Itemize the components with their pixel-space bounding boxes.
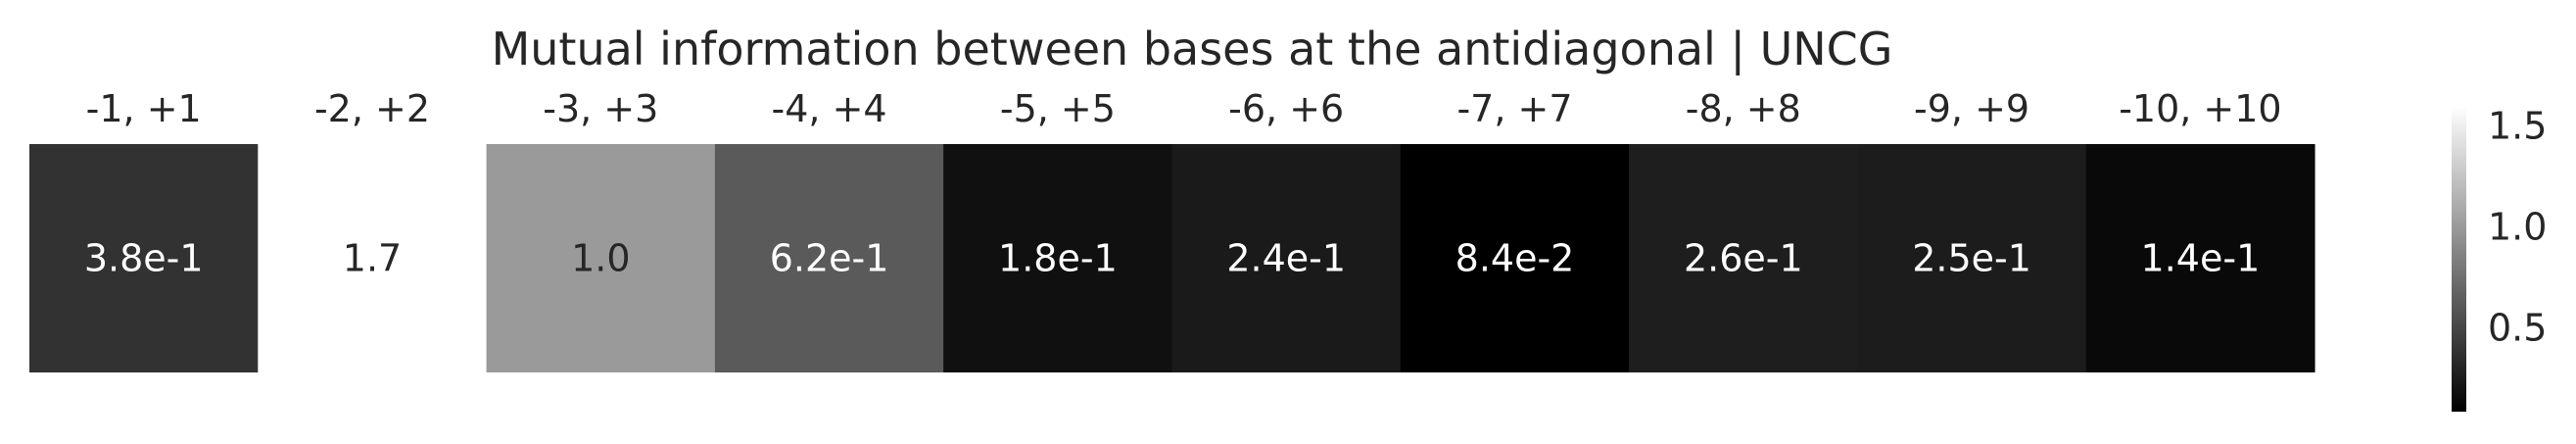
chart-title: Mutual information between bases at the antidiagonal | UNCG: [491, 23, 1893, 75]
colorbar: [2452, 105, 2547, 412]
column-labels: [86, 87, 2282, 130]
column-tick-label: -10, +10: [2119, 87, 2282, 130]
colorbar-tick-label: 1.5: [2488, 104, 2548, 148]
column-tick-label: -8, +8: [1685, 87, 1801, 130]
column-tick-label: -3, +3: [543, 87, 659, 130]
cell-value-label: 1.0: [571, 236, 631, 280]
cell-value-label: 2.4e-1: [1226, 236, 1347, 280]
column-tick-label: -1, +1: [85, 87, 202, 130]
column-tick-label: -5, +5: [999, 87, 1116, 130]
cell-value-label: 6.2e-1: [769, 236, 889, 280]
column-tick-label: -2, +2: [313, 87, 431, 130]
heatmap-cells: [29, 144, 2315, 372]
column-tick-label: -9, +9: [1914, 87, 2030, 130]
column-tick-label: -7, +7: [1456, 87, 1573, 130]
cell-value-label: 1.4e-1: [2140, 236, 2261, 280]
colorbar-tick-label: 1.0: [2488, 205, 2548, 249]
colorbar-gradient: [2452, 106, 2466, 412]
cell-value-label: 2.5e-1: [1912, 236, 2031, 280]
cell-value-label: 1.8e-1: [998, 236, 1118, 280]
column-tick-label: -6, +6: [1228, 87, 1345, 130]
column-tick-label: -4, +4: [771, 87, 887, 130]
cell-value-label: 2.6e-1: [1683, 236, 1803, 280]
cell-value-label: 1.7: [342, 236, 403, 280]
colorbar-tick-label: 0.5: [2488, 306, 2548, 350]
cell-value-label: 3.8e-1: [83, 236, 204, 280]
cell-value-label: 8.4e-2: [1455, 236, 1575, 280]
